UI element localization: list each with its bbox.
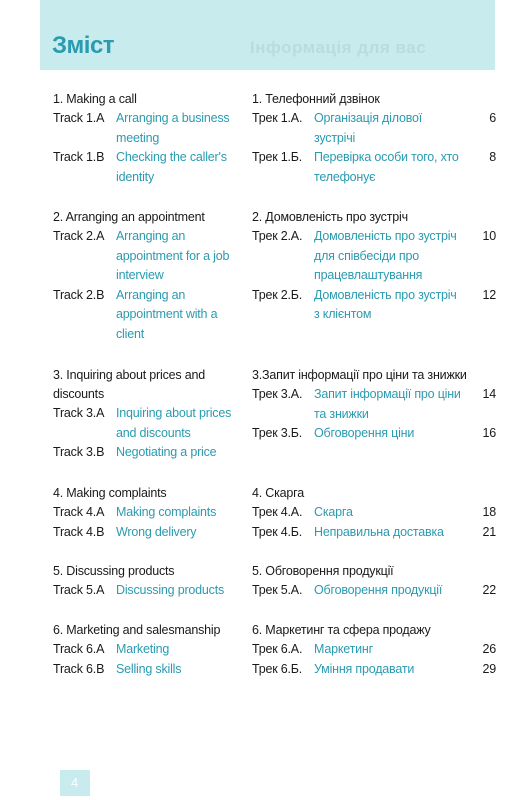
track-label: Трек 3.А. bbox=[252, 387, 303, 401]
track-title: Discussing products bbox=[116, 583, 225, 597]
page-title: Зміст bbox=[52, 32, 115, 59]
track-title: Маркетинг bbox=[314, 642, 373, 656]
toc-entry[interactable] bbox=[252, 424, 498, 444]
toc-entry[interactable] bbox=[53, 109, 243, 148]
toc-entry[interactable] bbox=[53, 503, 243, 523]
toc-section-2-ua bbox=[252, 208, 498, 325]
track-title: Arranging an appointment with a client bbox=[116, 287, 218, 341]
track-title: Неправильна доставка bbox=[314, 524, 444, 539]
track-title: Запит інформації про ціни та знижки bbox=[314, 387, 461, 421]
track-title: Перевірка особи того, хто телефонує bbox=[314, 150, 459, 184]
toc-entry[interactable] bbox=[53, 660, 243, 680]
page-number: 21 bbox=[482, 524, 496, 539]
track-label: Трек 1.А. bbox=[252, 111, 303, 125]
page-number: 12 bbox=[482, 287, 496, 302]
track-title: Обговорення ціни bbox=[314, 426, 415, 440]
track-label: Трек 4.А. bbox=[252, 505, 303, 519]
page-number: 16 bbox=[482, 426, 496, 440]
toc-entry[interactable] bbox=[252, 148, 498, 187]
page-number: 14 bbox=[482, 387, 496, 401]
track-label: Track 4.B bbox=[53, 524, 105, 539]
footer-page-number: 4 bbox=[71, 775, 79, 790]
toc-entry[interactable] bbox=[252, 523, 498, 543]
toc-entry[interactable] bbox=[252, 286, 498, 325]
track-title: Wrong delivery bbox=[116, 524, 197, 539]
section-title: 2. Домовленість про зустріч bbox=[252, 210, 408, 224]
track-title: Arranging an appointment for a job interview bbox=[116, 229, 230, 282]
toc-section-4-ua bbox=[252, 484, 498, 542]
toc-entry[interactable] bbox=[53, 443, 243, 463]
toc-section-3-en bbox=[53, 366, 243, 463]
toc-entry[interactable] bbox=[53, 523, 243, 543]
toc-section-6-en bbox=[53, 621, 243, 679]
track-label: Трек 5.А. bbox=[252, 583, 303, 597]
toc-entry[interactable] bbox=[252, 109, 498, 148]
section-title: 4. Making complaints bbox=[53, 486, 167, 500]
track-label: Track 3.B bbox=[53, 445, 105, 459]
page-number: 10 bbox=[482, 229, 496, 243]
page-number: 29 bbox=[482, 661, 496, 676]
toc-entry[interactable] bbox=[53, 286, 243, 345]
section-title: 2. Arranging an appointment bbox=[53, 210, 205, 224]
track-title: Скарга bbox=[314, 505, 353, 519]
toc-section-4-en bbox=[53, 484, 243, 542]
track-title: Inquiring about prices and discounts bbox=[116, 406, 232, 440]
toc-section-1-en bbox=[53, 90, 243, 187]
toc-entry[interactable] bbox=[53, 640, 243, 660]
toc-section-1-ua bbox=[252, 90, 498, 187]
toc-section-6-ua bbox=[252, 621, 498, 679]
toc-section-3-ua bbox=[252, 366, 498, 444]
track-title: Уміння продавати bbox=[314, 661, 415, 676]
toc-entry[interactable] bbox=[252, 581, 498, 601]
section-title: 4. Скарга bbox=[252, 486, 305, 500]
page-number: 22 bbox=[482, 583, 496, 597]
track-label: Track 6.A bbox=[53, 642, 105, 656]
track-label: Track 5.A bbox=[53, 583, 105, 597]
track-label: Track 3.A bbox=[53, 406, 105, 420]
track-title: Selling skills bbox=[116, 661, 182, 676]
track-label: Трек 6.А. bbox=[252, 642, 303, 656]
track-title: Домовленість про зустріч з клієнтом bbox=[314, 287, 457, 321]
track-label: Track 4.A bbox=[53, 505, 105, 519]
track-label: Трек 1.Б. bbox=[252, 150, 303, 164]
toc-section-5-ua bbox=[252, 562, 498, 601]
toc-column-english bbox=[53, 0, 243, 800]
page-number: 6 bbox=[489, 111, 496, 125]
track-title: Negotiating a price bbox=[116, 445, 217, 459]
track-title: Marketing bbox=[116, 642, 170, 656]
toc-entry[interactable] bbox=[252, 640, 498, 660]
section-title: 3.Запит інформації про ціни та знижки bbox=[252, 368, 467, 382]
track-label: Track 2.A bbox=[53, 229, 105, 243]
track-title: Організація ділової зустрічі bbox=[314, 111, 423, 145]
toc-entry[interactable] bbox=[252, 227, 498, 286]
track-label: Трек 2.А. bbox=[252, 229, 303, 243]
track-title: Making complaints bbox=[116, 505, 217, 519]
track-label: Трек 6.Б. bbox=[252, 661, 303, 676]
toc-entry[interactable] bbox=[53, 404, 243, 443]
toc-entry[interactable] bbox=[252, 503, 498, 523]
track-label: Track 6.B bbox=[53, 661, 105, 676]
track-label: Трек 4.Б. bbox=[252, 524, 303, 539]
toc-column-ukrainian bbox=[252, 0, 498, 800]
section-title: 1. Making a call bbox=[53, 92, 137, 106]
toc-entry[interactable] bbox=[252, 660, 498, 680]
track-title: Arranging a business meeting bbox=[116, 111, 230, 145]
track-title: Обговорення продукції bbox=[314, 583, 443, 597]
footer-page-badge bbox=[60, 770, 90, 796]
track-title: Checking the caller's identity bbox=[116, 150, 227, 184]
section-title: 6. Маркетинг та сфера продажу bbox=[252, 623, 431, 637]
page-number: 8 bbox=[489, 150, 496, 164]
toc-section-5-en bbox=[53, 562, 243, 601]
toc-entry[interactable] bbox=[53, 581, 243, 601]
section-title: 6. Marketing and salesmanship bbox=[53, 623, 221, 637]
header-ghost-text: Інформація для вас bbox=[250, 38, 427, 57]
track-label: Track 1.B bbox=[53, 150, 105, 164]
toc-entry[interactable] bbox=[53, 227, 243, 286]
page-number: 18 bbox=[482, 505, 496, 519]
track-label: Track 1.A bbox=[53, 111, 105, 125]
section-title: 5. Discussing products bbox=[53, 564, 175, 578]
section-title: 1. Телефонний дзвінок bbox=[252, 92, 380, 106]
track-title: Домовленість про зустріч для співбесіди про працевлаштування bbox=[314, 229, 457, 282]
toc-entry[interactable] bbox=[53, 148, 243, 187]
section-title: 3. Inquiring about prices and discounts bbox=[53, 368, 205, 401]
section-title: 5. Обговорення продукції bbox=[252, 564, 394, 578]
track-label: Трек 2.Б. bbox=[252, 287, 303, 302]
page-number: 26 bbox=[482, 642, 496, 656]
track-label: Трек 3.Б. bbox=[252, 426, 303, 440]
toc-entry[interactable] bbox=[252, 385, 498, 424]
toc-section-2-en bbox=[53, 208, 243, 344]
track-label: Track 2.B bbox=[53, 287, 105, 302]
